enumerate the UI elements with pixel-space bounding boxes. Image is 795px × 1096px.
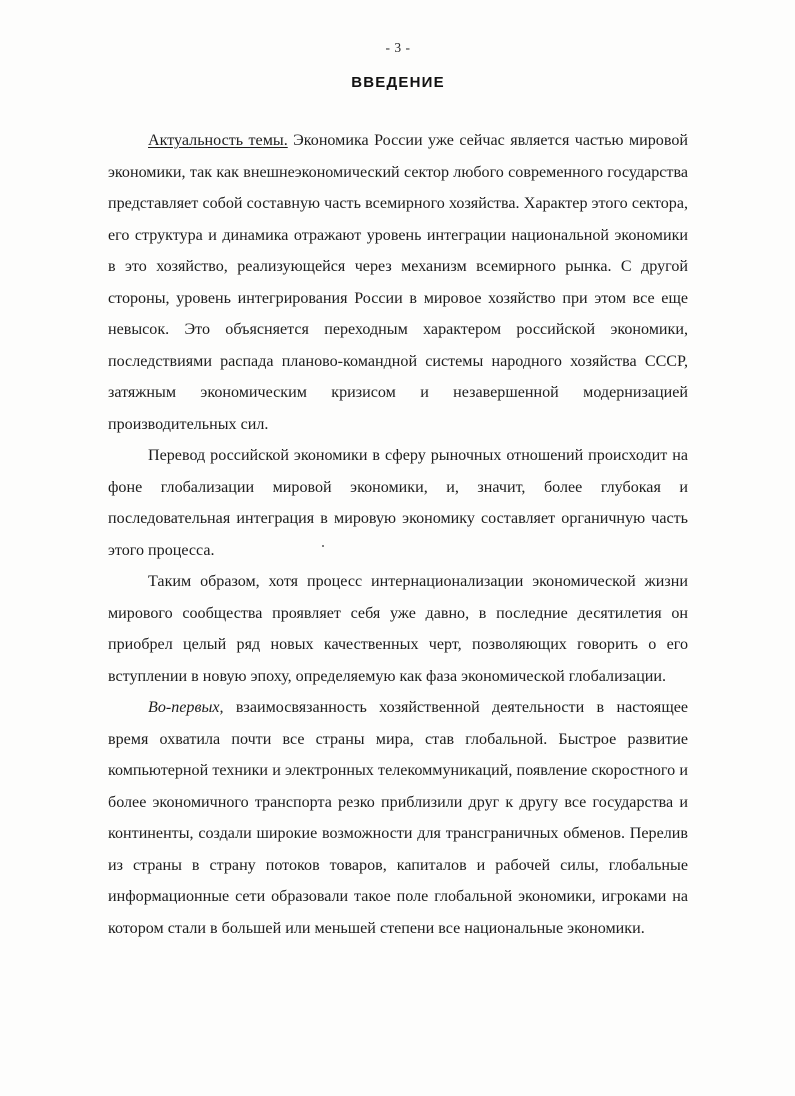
paragraph-1-body: Экономика России уже сейчас является частью мировой экономики, так как внешнеэкономический сектор любого современного государства представляет собой составную часть всемирного хозяйства. Характер этого сектора, его структура и динамика отражают уровень интеграции национальной экономики в это хозяйство, реализующейся через механизм всемирного рынка. С другой стороны, уровень интегрирования России в мировое хозяйство при этом все еще невысок. Это объясняется переходным характером российской экономики, последствиями распада планово-командной системы народного хозяйства СССР, затяжным экономическим кризисом и незавершенной модернизацией производительных сил. [108, 132, 688, 433]
paragraph-2-body: Перевод российской экономики в сферу рыночных отношений происходит на фоне глобализации мировой экономики, и, значит, более глубокая и последовательная интеграция в мировую экономику составляет органичную часть этого процесса. [108, 447, 688, 559]
stray-ink-mark [322, 545, 324, 547]
page-title: ВВЕДЕНИЕ [351, 74, 445, 91]
paragraph-2 [108, 440, 688, 566]
paragraph-1 [108, 125, 688, 440]
paragraph-3-body: Таким образом, хотя процесс интернационализации экономической жизни мирового сообщества проявляет себя уже давно, в последние десятилетия он приобрел целый ряд новых качественных черт, позволяющих говорить о его вступлении в новую эпоху, определяемую как фаза экономической глобализации. [108, 573, 688, 685]
paragraph-3 [108, 566, 688, 692]
page-content [108, 40, 688, 944]
page-number: - 3 - [385, 40, 411, 55]
paragraph-1-lead: Актуальность темы. [148, 132, 288, 149]
paragraph-4-lead: Во-первых, [148, 699, 224, 716]
paragraph-4 [108, 692, 688, 944]
paragraph-4-body: взаимосвязанность хозяйственной деятельности в настоящее время охватила почти все страны мира, став глобальной. Быстрое развитие компьютерной техники и электронных телекоммуникаций, появление скоростного и более экономичного транспорта резко приблизили друг к другу все государства и континенты, создали широкие возможности для трансграничных обменов. Перелив из страны в страну потоков товаров, капиталов и рабочей силы, глобальные информационные сети образовали такое поле глобальной экономики, игроками на котором стали в большей или меньшей степени все национальные экономики. [108, 699, 688, 937]
